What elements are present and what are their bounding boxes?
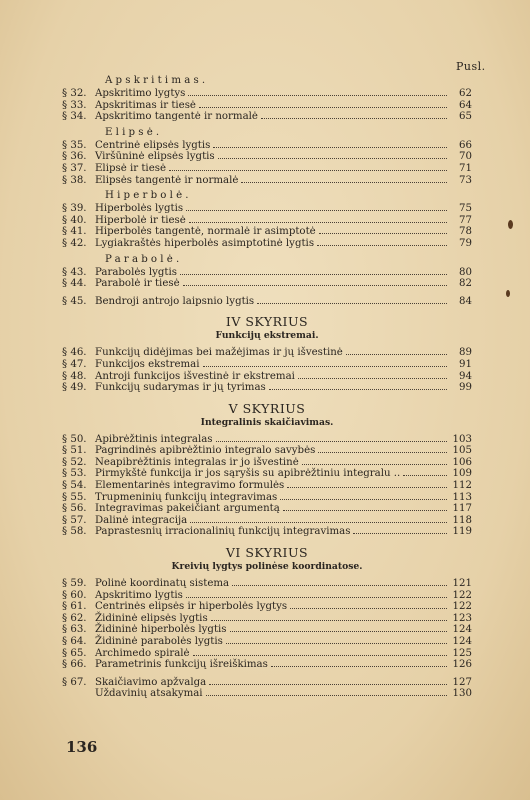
- entry-page: 91: [459, 358, 472, 370]
- dot-leader: [218, 150, 447, 159]
- dot-leader: [209, 676, 447, 685]
- dot-leader: [199, 99, 447, 108]
- entry-page: 130: [452, 688, 472, 700]
- toc-entry[interactable]: [62, 479, 472, 491]
- toc-entry[interactable]: [62, 491, 472, 503]
- section-number: § 62.: [62, 612, 87, 624]
- entry-title: Centrinės elipsės ir hiperbolės lygtys: [95, 601, 288, 613]
- dot-leader: [193, 647, 447, 656]
- dot-leader: [318, 444, 447, 453]
- dot-leader: [216, 433, 447, 442]
- entry-title: Elipsės tangentė ir normalė: [95, 174, 239, 186]
- entry-title: Funkcijos ekstremai: [95, 358, 200, 370]
- chapter-title: IV SKYRIUS: [225, 314, 309, 330]
- dot-leader: [190, 514, 447, 523]
- entry-page: 78: [459, 226, 472, 238]
- section-number: § 45.: [62, 295, 87, 307]
- section-number: § 63.: [62, 624, 87, 636]
- entry-page: 121: [452, 578, 472, 590]
- dot-leader: [203, 358, 447, 367]
- entry-title: Paprastesnių irracionalinių funkcijų integravimas: [95, 526, 351, 538]
- entry-title: Bendroji antrojo laipsnio lygtis: [95, 295, 255, 307]
- entry-title: Apskritimo tangentė ir normalė: [95, 111, 258, 123]
- entry-page: 122: [452, 589, 472, 601]
- chapter-subtitle: Funkcijų ekstremai.: [215, 330, 319, 342]
- entry-page: 80: [459, 266, 472, 278]
- table-of-contents: [62, 70, 472, 699]
- entry-title: Židininė parabolės lygtis: [95, 636, 223, 647]
- dot-leader: [287, 479, 447, 488]
- entry-page: 127: [452, 676, 472, 688]
- section-number: § 36.: [62, 151, 87, 163]
- section-number: § 60.: [62, 589, 87, 601]
- dot-leader: [241, 174, 447, 183]
- entry-page: 123: [452, 612, 472, 624]
- entry-title: Židininė hiperbolės lygtis: [95, 624, 227, 636]
- entry-page: 79: [459, 237, 472, 249]
- dot-leader: [206, 687, 447, 696]
- entry-page: 66: [459, 139, 472, 151]
- entry-page: 119: [452, 526, 472, 538]
- dot-leader: [403, 467, 447, 476]
- entry-title: Hiperbolės lygtis: [95, 203, 184, 215]
- toc-entry[interactable]: [62, 99, 472, 111]
- entry-title: Hiperbolė ir tiesė: [95, 214, 186, 226]
- dot-leader: [180, 266, 447, 275]
- section-number: § 48.: [62, 370, 87, 382]
- entry-page: 109: [452, 468, 472, 480]
- toc-entry[interactable]: [62, 225, 472, 237]
- chapter-subtitle: Integralinis skaičiavimas.: [200, 416, 334, 428]
- dot-leader: [269, 381, 447, 390]
- entry-title: Apskritimas ir tiesė: [95, 99, 196, 111]
- toc-entry[interactable]: [62, 358, 472, 370]
- section-number: § 39.: [62, 203, 87, 215]
- toc-entry[interactable]: [62, 433, 472, 445]
- dot-leader: [298, 370, 447, 379]
- section-number: § 37.: [62, 162, 87, 174]
- chapter-subtitle: Kreivių lygtys polinėse koordinatose.: [171, 561, 363, 573]
- toc-entry[interactable]: [62, 467, 472, 479]
- entry-title: Parabolės lygtis: [95, 266, 177, 278]
- dot-leader: [169, 162, 447, 171]
- entry-page: 62: [459, 88, 472, 99]
- dot-leader: [211, 612, 447, 621]
- entry-page: 64: [459, 99, 472, 111]
- entry-title: Antroji funkcijos išvestinė ir ekstremai: [95, 370, 295, 382]
- section-number: § 61.: [62, 601, 87, 613]
- dot-leader: [257, 295, 447, 304]
- chapter-title: VI SKYRIUS: [225, 545, 309, 561]
- entry-page: 73: [459, 174, 472, 186]
- dot-leader: [186, 589, 447, 598]
- entry-page: 84: [459, 295, 472, 307]
- entry-page: 94: [459, 370, 472, 382]
- entry-page: 113: [452, 491, 472, 503]
- toc-entry[interactable]: [62, 623, 472, 635]
- entry-page: 77: [459, 214, 472, 226]
- toc-entry[interactable]: [62, 456, 472, 468]
- dot-leader: [213, 139, 447, 148]
- entry-title: Polinė koordinatų sistema: [95, 578, 230, 590]
- entry-title: Funkcijų sudarymas ir jų tyrimas: [95, 382, 266, 394]
- dot-leader: [226, 635, 447, 644]
- section-number: § 58.: [62, 526, 87, 538]
- section-number: § 32.: [62, 88, 87, 99]
- section-number: § 41.: [62, 226, 87, 238]
- toc-entry[interactable]: [62, 658, 472, 670]
- toc-entry[interactable]: [62, 600, 472, 612]
- entry-page: 75: [459, 203, 472, 215]
- entry-page: 122: [452, 601, 472, 613]
- dot-leader: [353, 525, 447, 534]
- toc-entry[interactable]: [62, 612, 472, 624]
- entry-title: Uždavinių atsakymai: [95, 688, 203, 700]
- toc-entry[interactable]: [62, 525, 472, 537]
- entry-page: 124: [452, 624, 472, 636]
- entry-title: Funkcijų didėjimas bei mažėjimas ir jų išvestinė: [95, 347, 343, 359]
- toc-entry[interactable]: [62, 647, 472, 659]
- dot-leader: [230, 623, 447, 632]
- entry-page: 118: [452, 514, 472, 526]
- dot-leader: [232, 577, 447, 586]
- toc-entry[interactable]: [62, 139, 472, 151]
- entry-title: Apskritimo lygtys: [95, 88, 186, 99]
- entry-title: Apibrėžtinis integralas: [95, 433, 213, 445]
- section-number: § 57.: [62, 514, 87, 526]
- entry-title: Parabolė ir tiesė: [95, 278, 180, 290]
- entry-page: 103: [452, 433, 472, 445]
- section-number: § 50.: [62, 433, 87, 445]
- entry-title: Viršūninė elipsės lygtis: [95, 151, 215, 163]
- toc-entry[interactable]: [62, 277, 472, 289]
- entry-title: Pagrindinės apibrėžtinio integralo savybės: [95, 445, 316, 457]
- dot-leader: [319, 225, 447, 234]
- dot-leader: [302, 456, 447, 465]
- section-number: § 51.: [62, 445, 87, 457]
- entry-title: Integravimas pakeičiant argumentą: [95, 503, 280, 515]
- entry-page: 117: [452, 503, 472, 515]
- entry-title: Centrinė elipsės lygtis: [95, 139, 211, 151]
- toc-entry[interactable]: [62, 174, 472, 186]
- entry-page: 126: [452, 659, 472, 671]
- dot-leader: [183, 277, 447, 286]
- entry-page: 99: [459, 382, 472, 394]
- section-number: § 38.: [62, 174, 87, 186]
- entry-title: Elipsė ir tiesė: [95, 162, 166, 174]
- section-number: § 56.: [62, 503, 87, 515]
- toc-entry[interactable]: [62, 514, 472, 526]
- section-number: § 43.: [62, 266, 87, 278]
- entry-page: 106: [452, 456, 472, 468]
- toc-entry[interactable]: [62, 577, 472, 589]
- toc-entry[interactable]: [62, 370, 472, 382]
- entry-title: Parametrinis funkcijų išreiškimas: [95, 659, 268, 671]
- entry-page: 89: [459, 347, 472, 359]
- toc-entry[interactable]: [62, 266, 472, 278]
- toc-entry[interactable]: [62, 237, 472, 249]
- toc-entry[interactable]: [62, 687, 472, 699]
- entry-title: Hiperbolės tangentė, normalė ir asimptotė: [95, 226, 316, 238]
- entry-title: Apskritimo lygtis: [95, 589, 183, 601]
- toc-entry[interactable]: [62, 635, 472, 647]
- toc-entry[interactable]: [62, 346, 472, 358]
- dot-leader: [283, 502, 447, 511]
- section-heading: Apskritimas.: [105, 75, 209, 86]
- toc-entry[interactable]: [62, 502, 472, 514]
- section-number: § 64.: [62, 636, 87, 647]
- dot-leader: [317, 237, 447, 246]
- toc-entry[interactable]: [62, 162, 472, 174]
- dot-leader: [186, 202, 447, 211]
- section-heading: Hiperbolė.: [105, 190, 192, 202]
- dot-leader: [271, 658, 447, 667]
- section-number: § 34.: [62, 111, 87, 123]
- entry-page: 70: [459, 151, 472, 163]
- section-number: § 49.: [62, 382, 87, 394]
- section-number: § 33.: [62, 99, 87, 111]
- entry-page: 105: [452, 445, 472, 457]
- entry-page: 125: [452, 647, 472, 659]
- section-heading: Parabolė.: [105, 253, 183, 265]
- entry-title: Pirmykštė funkcija ir jos sąryšis su apibrėžtiniu integralu ..: [95, 468, 401, 480]
- entry-page: 71: [459, 162, 472, 174]
- section-number: § 52.: [62, 456, 87, 468]
- entry-title: Archimedo spiralė: [95, 647, 190, 659]
- section-number: § 40.: [62, 214, 87, 226]
- entry-title: Židininė elipsės lygtis: [95, 612, 208, 624]
- dot-leader: [346, 346, 447, 355]
- toc-entry[interactable]: [62, 295, 472, 307]
- section-heading: Elipsė.: [105, 126, 163, 138]
- entry-title: Neapibrėžtinis integralas ir jo išvestinė: [95, 456, 299, 468]
- entry-title: Elementarinės integravimo formulės: [95, 480, 285, 492]
- section-number: § 47.: [62, 358, 87, 370]
- toc-entry[interactable]: [62, 150, 472, 162]
- section-number: § 66.: [62, 659, 87, 671]
- chapter-title: V SKYRIUS: [228, 400, 306, 416]
- dot-leader: [280, 491, 447, 500]
- entry-page: 65: [459, 111, 472, 123]
- page-column-label: Pusl.: [456, 60, 486, 73]
- section-number: § 46.: [62, 347, 87, 359]
- dot-leader: [189, 214, 447, 223]
- entry-title: Skaičiavimo apžvalga: [95, 676, 207, 688]
- toc-entry[interactable]: [62, 110, 472, 122]
- section-number: § 67.: [62, 676, 87, 688]
- section-number: § 35.: [62, 139, 87, 151]
- dot-leader: [290, 600, 447, 609]
- section-number: § 53.: [62, 468, 87, 480]
- section-number: § 44.: [62, 278, 87, 290]
- toc-entry[interactable]: [62, 202, 472, 214]
- toc-entry[interactable]: [62, 444, 472, 456]
- entry-title: Lygiakraštės hiperbolės asimptotinė lygtis: [95, 237, 315, 249]
- page-number: 136: [66, 738, 98, 756]
- section-number: § 55.: [62, 491, 87, 503]
- dot-leader: [261, 110, 447, 119]
- section-number: § 42.: [62, 237, 87, 249]
- section-number: § 65.: [62, 647, 87, 659]
- dot-leader: [188, 87, 447, 96]
- section-number: § 54.: [62, 480, 87, 492]
- toc-entry[interactable]: [62, 214, 472, 226]
- toc-entry[interactable]: [62, 87, 472, 99]
- entry-page: 112: [452, 480, 472, 492]
- toc-entry[interactable]: [62, 589, 472, 601]
- entry-page: 82: [459, 278, 472, 290]
- toc-entry[interactable]: [62, 381, 472, 393]
- section-number: § 59.: [62, 578, 87, 590]
- entry-page: 124: [452, 636, 472, 647]
- entry-title: Dalinė integracija: [95, 514, 188, 526]
- entry-title: Trupmeninių funkcijų integravimas: [95, 491, 278, 503]
- toc-entry[interactable]: [62, 676, 472, 688]
- margin-stain: [508, 220, 513, 229]
- margin-stain: [506, 290, 510, 297]
